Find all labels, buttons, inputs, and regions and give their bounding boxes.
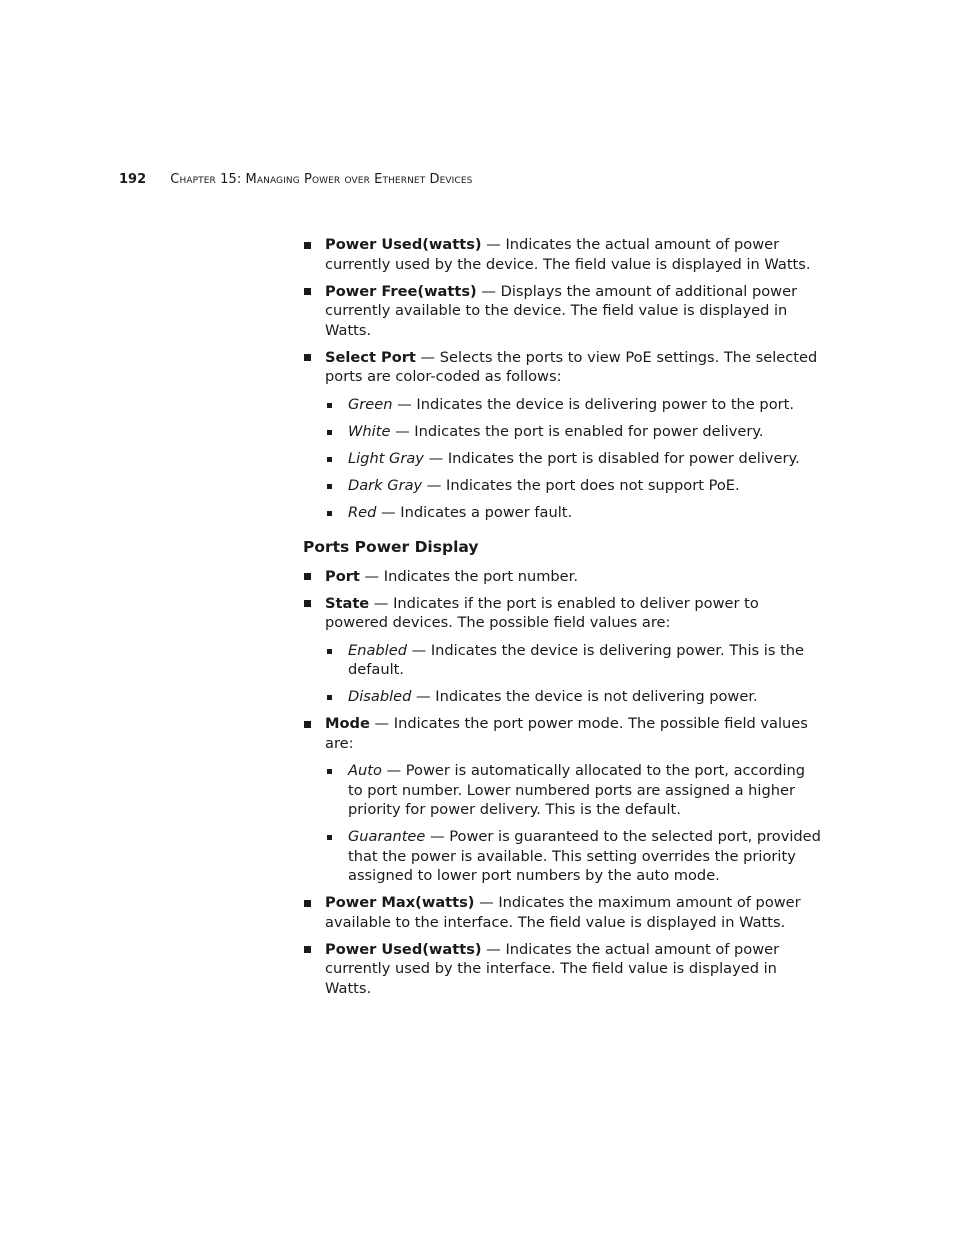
field-description: — Indicates the port number. bbox=[359, 567, 578, 585]
value-description: — Indicates the port is enabled for power delivery. bbox=[390, 422, 764, 440]
sub-list-item bbox=[325, 503, 823, 523]
value-description: — Indicates the device is delivering power. This is the default. bbox=[348, 641, 805, 678]
value-term: Red bbox=[348, 503, 377, 521]
list-item bbox=[303, 235, 823, 274]
value-description: — Indicates the device is delivering power to the port. bbox=[392, 395, 794, 413]
sub-list-item bbox=[325, 422, 823, 442]
sub-list-item bbox=[325, 687, 823, 707]
field-description: — Indicates the actual amount of power currently used by the device. The field value is displayed in Watts. bbox=[325, 236, 811, 273]
value-description: — Power is guaranteed to the selected port, provided that the power is available. This setting overrides the priority assigned to lower port numbers by the auto mode. bbox=[348, 828, 821, 884]
field-description: — Indicates the actual amount of power currently used by the interface. The field value is displayed in Watts. bbox=[325, 940, 780, 997]
sub-list-item bbox=[325, 395, 823, 415]
field-description: — Indicates the maximum amount of power available to the interface. The field value is displayed in Watts. bbox=[325, 894, 801, 931]
chapter-title: Chapter 15: Managing Power over Ethernet Devices bbox=[170, 172, 473, 187]
value-term: Green bbox=[348, 395, 393, 413]
value-term: Auto bbox=[348, 762, 382, 779]
field-term: Power Used(watts) bbox=[325, 236, 482, 253]
field-term: Mode bbox=[325, 715, 370, 732]
sub-list-item bbox=[325, 827, 823, 886]
value-description: — Indicates a power fault. bbox=[376, 503, 573, 521]
section-heading: Ports Power Display bbox=[303, 538, 479, 556]
field-description: — Indicates if the port is enabled to deliver power to powered devices. The possible field values are: bbox=[325, 594, 759, 631]
list-item bbox=[303, 567, 823, 587]
sub-list-item bbox=[325, 641, 823, 680]
sub-list-item bbox=[325, 449, 823, 469]
field-term: Port bbox=[325, 567, 360, 585]
page-body bbox=[303, 235, 823, 1006]
value-term: White bbox=[348, 422, 391, 440]
sub-list-item bbox=[325, 476, 823, 496]
field-term: Power Free(watts) bbox=[325, 282, 477, 300]
field-term: Power Max(watts) bbox=[325, 894, 475, 911]
value-term: Guarantee bbox=[348, 828, 426, 845]
list-item bbox=[303, 348, 823, 523]
value-description: — Indicates the device is not delivering power. bbox=[411, 688, 758, 705]
value-description: — Indicates the port is disabled for power delivery. bbox=[423, 449, 800, 467]
field-description: — Selects the ports to view PoE settings. The selected ports are color-coded as follows: bbox=[325, 348, 818, 385]
value-term: Dark Gray bbox=[348, 476, 423, 494]
mode-values-list bbox=[325, 761, 823, 886]
list-item bbox=[303, 893, 823, 932]
value-description: — Power is automatically allocated to the port, according to port number. Lower numbered ports are assigned a higher priority for power delivery. This is the default. bbox=[348, 762, 806, 818]
field-list-ports bbox=[303, 567, 823, 999]
page-number: 192 bbox=[119, 172, 147, 187]
list-item bbox=[303, 594, 823, 707]
state-values-list bbox=[325, 641, 823, 707]
color-code-list bbox=[325, 395, 823, 523]
value-term: Light Gray bbox=[348, 449, 424, 467]
list-item bbox=[303, 940, 823, 999]
sub-list-item bbox=[325, 761, 823, 820]
field-term: Power Used(watts) bbox=[325, 940, 482, 958]
field-list-top bbox=[303, 235, 823, 522]
value-term: Disabled bbox=[348, 688, 412, 705]
value-description: — Indicates the port does not support PoE. bbox=[422, 476, 740, 494]
list-item bbox=[303, 714, 823, 886]
value-term: Enabled bbox=[348, 641, 407, 659]
field-term: Select Port bbox=[325, 348, 416, 366]
field-description: — Displays the amount of additional power currently available to the device. The field value is displayed in Watts. bbox=[325, 282, 798, 339]
field-term: State bbox=[325, 594, 370, 612]
field-description: — Indicates the port power mode. The possible field values are: bbox=[325, 715, 808, 752]
list-item bbox=[303, 282, 823, 341]
page-header bbox=[119, 171, 472, 189]
